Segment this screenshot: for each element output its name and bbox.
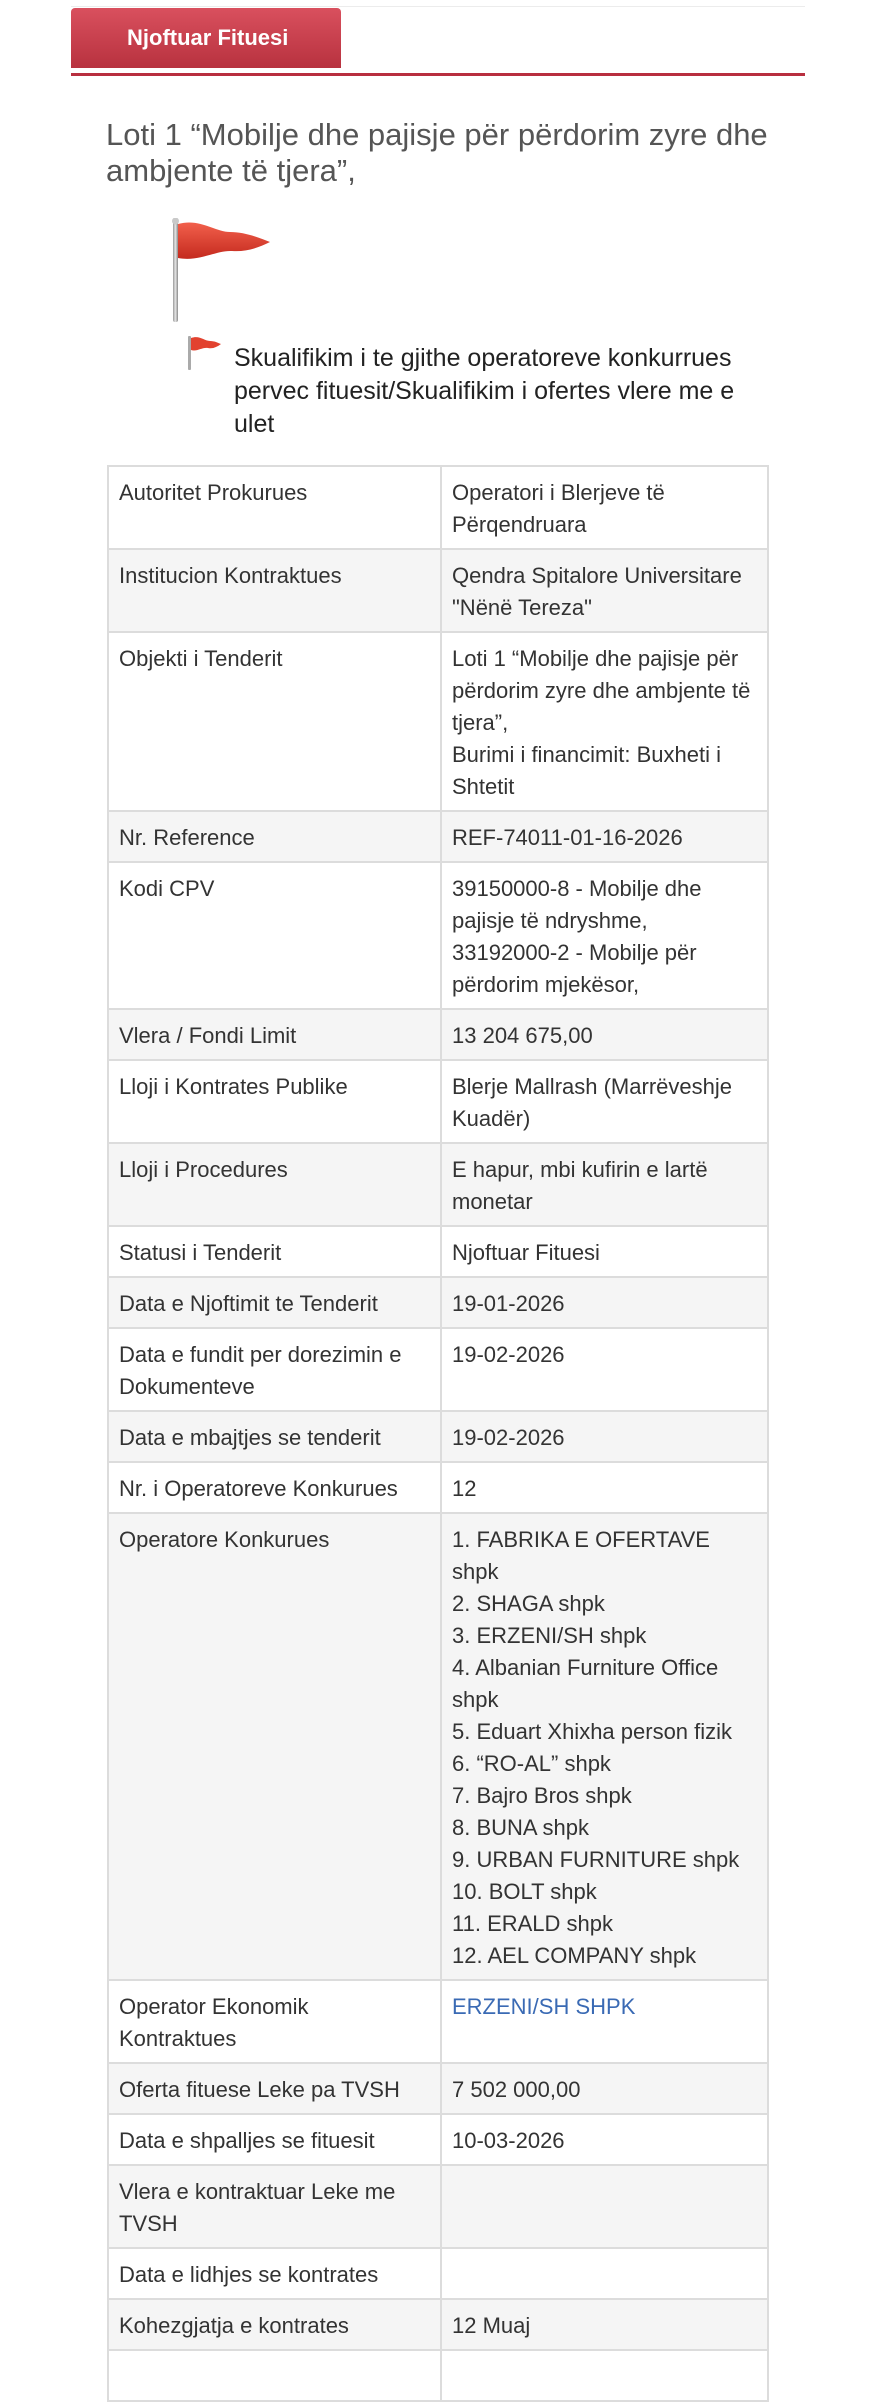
row-value: E hapur, mbi kufirin e lartë monetar (441, 1143, 768, 1226)
row-label: Operatore Konkurues (108, 1513, 441, 1980)
row-label: Kodi CPV (108, 862, 441, 1009)
table-row (108, 2063, 768, 2114)
row-label: Data e Njoftimit te Tenderit (108, 1277, 441, 1328)
operator-item: 6. “RO-AL” shpk (452, 1751, 611, 1776)
row-value (441, 2165, 768, 2248)
row-label: Institucion Kontraktues (108, 549, 441, 632)
operator-item: 7. Bajro Bros shpk (452, 1783, 632, 1808)
operator-item: 1. FABRIKA E OFERTAVE shpk (452, 1527, 710, 1584)
row-label: Kohezgjatja e kontrates (108, 2299, 441, 2350)
row-value (441, 1513, 768, 1980)
table-row (108, 862, 768, 1009)
table-row (108, 811, 768, 862)
table-row (108, 1143, 768, 1226)
table-row (108, 1462, 768, 1513)
table-row (108, 2248, 768, 2299)
table-row (108, 549, 768, 632)
row-value: 12 (441, 1462, 768, 1513)
table-row (108, 466, 768, 549)
row-label: Data e shpalljes se fituesit (108, 2114, 441, 2165)
row-label: Operator Ekonomik Kontraktues (108, 1980, 441, 2063)
winner-operator-link[interactable]: ERZENI/SH SHPK (452, 1994, 636, 2019)
row-label: Nr. i Operatoreve Konkurues (108, 1462, 441, 1513)
row-value (441, 632, 768, 811)
page-title: Loti 1 “Mobilje dhe pajisje për përdorim zyre dhe ambjente të tjera”, (106, 117, 768, 188)
row-label: Autoritet Prokurues (108, 466, 441, 549)
operator-item: 11. ERALD shpk (452, 1911, 614, 1936)
table-row (108, 1277, 768, 1328)
table-row (108, 1513, 768, 1980)
table-row (108, 1411, 768, 1462)
table-row (108, 1060, 768, 1143)
red-flag-icon (170, 218, 274, 324)
row-value: 10-03-2026 (441, 2114, 768, 2165)
table-row (108, 632, 768, 811)
row-label: Oferta fituese Leke pa TVSH (108, 2063, 441, 2114)
operator-item: 4. Albanian Furniture Office shpk (452, 1655, 719, 1712)
table-row (108, 2165, 768, 2248)
operator-item: 10. BOLT shpk (452, 1879, 597, 1904)
red-flag-icon (186, 335, 222, 371)
row-value (441, 1980, 768, 2063)
row-value: Operatori i Blerjeve të Përqendruara (441, 466, 768, 549)
operator-item: 12. AEL COMPANY shpk (452, 1943, 697, 1968)
operator-item: 8. BUNA shpk (452, 1815, 589, 1840)
table-row (108, 2299, 768, 2350)
row-label: Data e lidhjes se kontrates (108, 2248, 441, 2299)
row-value (441, 2248, 768, 2299)
table-row (108, 1226, 768, 1277)
table-row (108, 2114, 768, 2165)
row-value: 12 Muaj (441, 2299, 768, 2350)
table-row (108, 1980, 768, 2063)
row-value: REF-74011-01-16-2026 (441, 811, 768, 862)
tender-details-table (107, 465, 769, 2402)
row-value: 7 502 000,00 (441, 2063, 768, 2114)
row-label: Vlera e kontraktuar Leke me TVSH (108, 2165, 441, 2248)
tab-bar (71, 6, 805, 76)
table-row-partial (108, 2350, 768, 2401)
operator-item: 5. Eduart Xhixha person fizik (452, 1719, 733, 1744)
row-value (441, 2350, 768, 2401)
row-value: 13 204 675,00 (441, 1009, 768, 1060)
row-label: Data e mbajtjes se tenderit (108, 1411, 441, 1462)
tab-njoftuar-fituesi[interactable]: Njoftuar Fituesi (71, 8, 341, 68)
operator-item: 9. URBAN FURNITURE shpk (452, 1847, 740, 1872)
row-label: Lloji i Kontrates Publike (108, 1060, 441, 1143)
row-value: 39150000-8 - Mobilje dhe pajisje të ndryshme, 33192000-2 - Mobilje për përdorim mjekësor, (441, 862, 768, 1009)
row-value: Qendra Spitalore Universitare "Nënë Tereza" (441, 549, 768, 632)
disqualification-notice: Skualifikim i te gjithe operatoreve konkurrues pervec fituesit/Skualifikim i ofertes vlere me e ulet (234, 344, 735, 438)
tender-object: Loti 1 “Mobilje dhe pajisje për përdorim zyre dhe ambjente të tjera”, (452, 646, 751, 735)
row-value: 19-02-2026 (441, 1328, 768, 1411)
row-label: Vlera / Fondi Limit (108, 1009, 441, 1060)
table-row (108, 1328, 768, 1411)
row-value: 19-01-2026 (441, 1277, 768, 1328)
row-label (108, 2350, 441, 2401)
row-value: Blerje Mallrash (Marrëveshje Kuadër) (441, 1060, 768, 1143)
operator-item: 2. SHAGA shpk (452, 1591, 605, 1616)
funding-source: Burimi i financimit: Buxheti i Shtetit (452, 742, 721, 799)
row-label: Nr. Reference (108, 811, 441, 862)
operator-item: 3. ERZENI/SH shpk (452, 1623, 647, 1648)
row-label: Statusi i Tenderit (108, 1226, 441, 1277)
row-value: 19-02-2026 (441, 1411, 768, 1462)
table-row (108, 1009, 768, 1060)
row-value: Njoftuar Fituesi (441, 1226, 768, 1277)
row-label: Data e fundit per dorezimin e Dokumenteve (108, 1328, 441, 1411)
row-label: Lloji i Procedures (108, 1143, 441, 1226)
row-label: Objekti i Tenderit (108, 632, 441, 811)
